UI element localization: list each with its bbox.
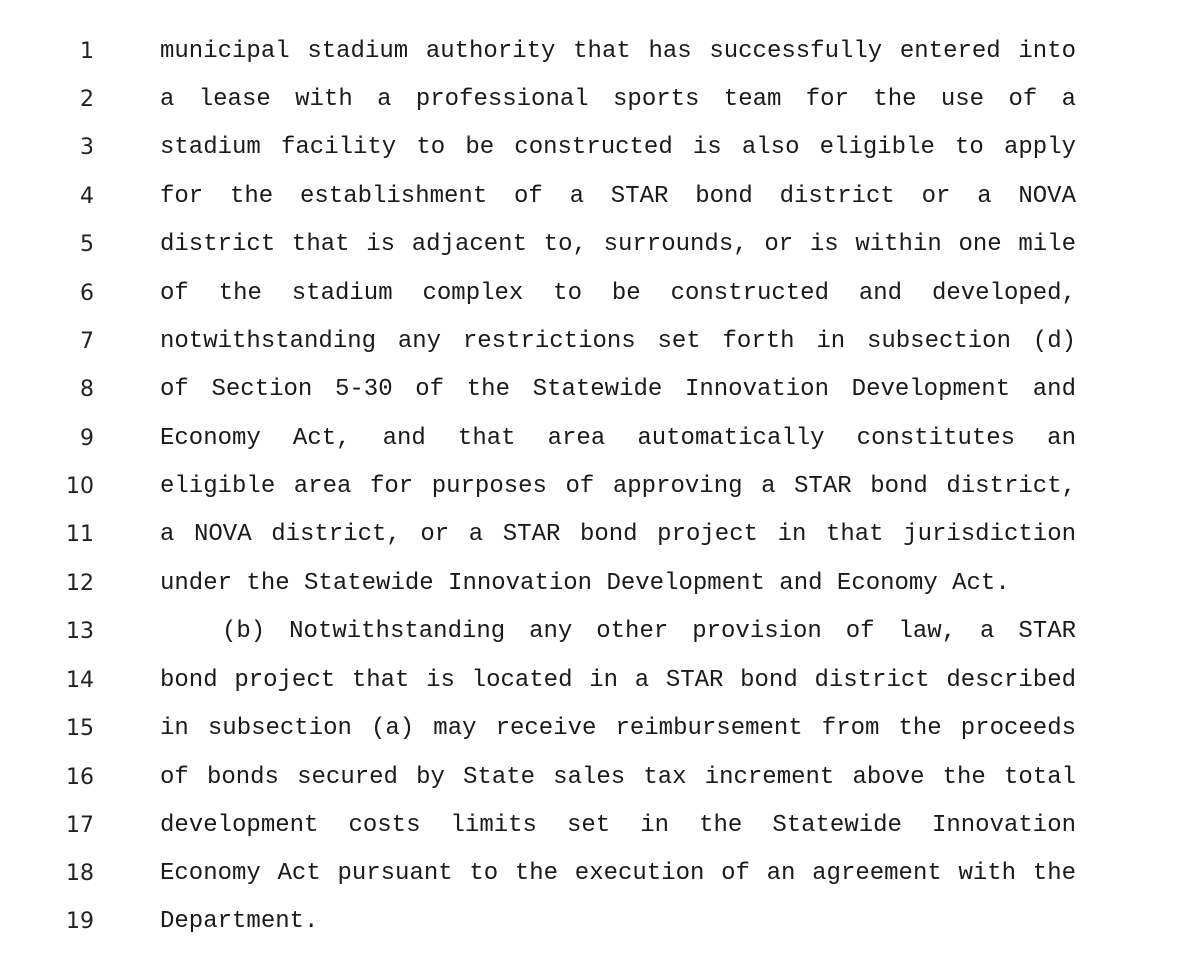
line-text: of Section 5-30 of the Statewide Innovation Development and [160, 376, 1076, 403]
line-number: 19 [66, 909, 94, 934]
line-number: 6 [80, 281, 94, 306]
line-text: in subsection (a) may receive reimbursement from the proceeds [160, 715, 1076, 742]
line-number: 10 [66, 474, 94, 499]
line-text: eligible area for purposes of approving a STAR bond district, [160, 473, 1076, 500]
document-line [0, 473, 1199, 521]
document-line [0, 425, 1199, 473]
document-line [0, 328, 1199, 376]
line-text: for the establishment of a STAR bond district or a NOVA [160, 183, 1076, 210]
document-line [0, 908, 1199, 956]
document-line [0, 86, 1199, 134]
document-line [0, 134, 1199, 182]
line-number: 15 [66, 716, 94, 741]
document-line [0, 183, 1199, 231]
line-text: Economy Act pursuant to the execution of an agreement with the [160, 860, 1076, 887]
document-line [0, 521, 1199, 569]
line-number: 9 [80, 426, 94, 451]
line-number: 4 [80, 184, 94, 209]
line-text: Department. [160, 908, 319, 935]
line-number: 18 [66, 861, 94, 886]
document-line [0, 812, 1199, 860]
line-number: 1 [80, 39, 94, 64]
line-text: Economy Act, and that area automatically constitutes an [160, 425, 1076, 452]
document-line [0, 667, 1199, 715]
document-line [0, 376, 1199, 424]
line-number: 13 [66, 619, 94, 644]
line-number: 14 [66, 668, 94, 693]
line-text: of the stadium complex to be constructed and developed, [160, 280, 1076, 307]
document-line [0, 618, 1199, 666]
line-number: 11 [66, 522, 94, 547]
line-text: under the Statewide Innovation Development and Economy Act. [160, 570, 1010, 597]
line-number: 7 [80, 329, 94, 354]
document-line [0, 231, 1199, 279]
line-number: 5 [80, 232, 94, 257]
line-number: 16 [66, 765, 94, 790]
document-line [0, 764, 1199, 812]
line-text: development costs limits set in the Statewide Innovation [160, 812, 1076, 839]
line-text: bond project that is located in a STAR bond district described [160, 667, 1076, 694]
line-text: notwithstanding any restrictions set forth in subsection (d) [160, 328, 1076, 355]
line-text: (b) Notwithstanding any other provision of law, a STAR [222, 618, 1076, 645]
document-line [0, 38, 1199, 86]
line-text: a lease with a professional sports team for the use of a [160, 86, 1076, 113]
line-number: 2 [80, 87, 94, 112]
line-text: stadium facility to be constructed is also eligible to apply [160, 134, 1076, 161]
document-line [0, 570, 1199, 618]
line-number: 12 [66, 571, 94, 596]
document-line [0, 715, 1199, 763]
line-number: 8 [80, 377, 94, 402]
document-line [0, 860, 1199, 908]
line-text: of bonds secured by State sales tax increment above the total [160, 764, 1076, 791]
line-number: 17 [66, 813, 94, 838]
line-text: a NOVA district, or a STAR bond project in that jurisdiction [160, 521, 1076, 548]
line-text: district that is adjacent to, surrounds, or is within one mile [160, 231, 1076, 258]
line-number: 3 [80, 135, 94, 160]
line-text: municipal stadium authority that has successfully entered into [160, 38, 1076, 65]
document-line [0, 280, 1199, 328]
